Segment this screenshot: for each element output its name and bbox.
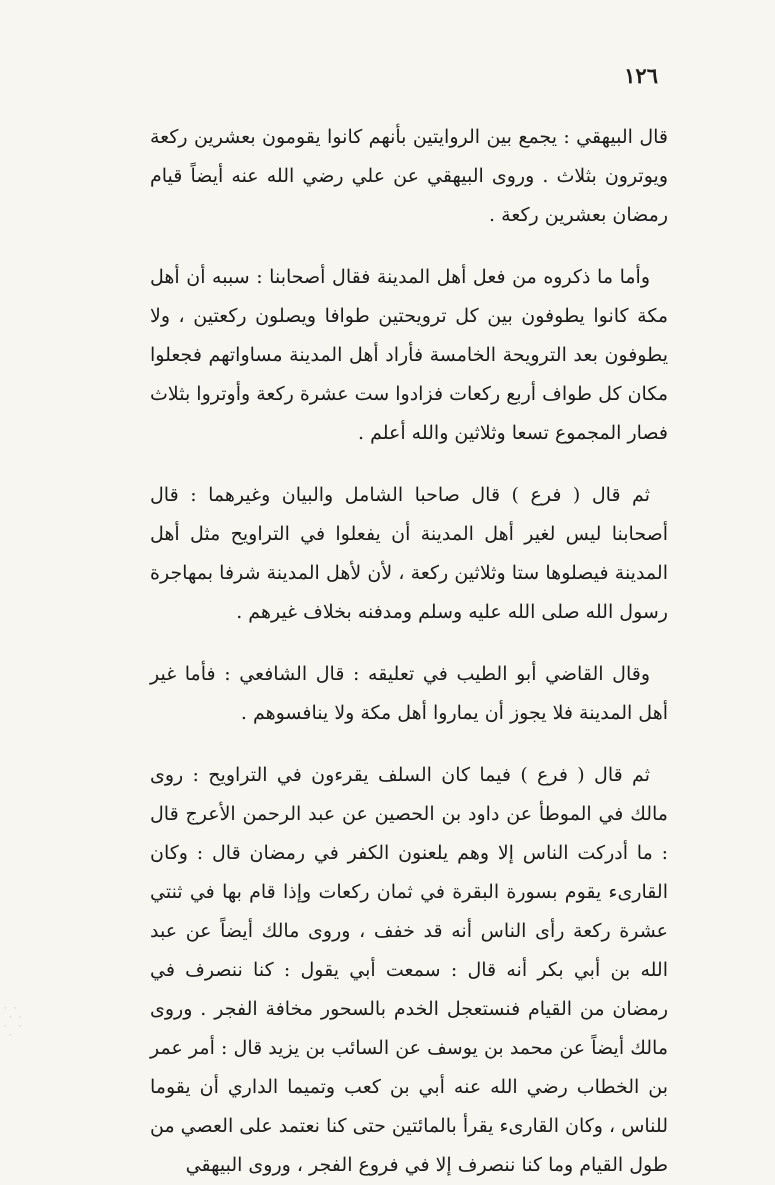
page-number: ١٢٦	[624, 63, 658, 88]
paragraph-branch-salaf-recitation: ثم قال ( فرع ) فيما كان السلف يقرءون في التراويح : روى مالك في الموطأ عن داود بن الحصين عن عبد الرحمن الأعرج قال : ما أدركت الناس إلا وهم يلعنون الكفر في رمضان قال : وكان القارىء يقوم بسورة البقرة في ثمان ركعات وإذا قام بها في ثنتي عشرة ركعة رأى الناس أنه قد خفف ، وروى مالك أيضاً عن عبد الله بن أبي بكر أنه قال : سمعت أبي يقول : كنا ننصرف في رمضان من القيام فنستعجل الخدم بالسحور مخافة الفجر . وروى مالك أيضاً عن محمد بن يوسف عن السائب بن يزيد قال : أمر عمر بن الخطاب رضي الله عنه أبي بن كعب وتميما الداري أن يقوما للناس ، وكان القارىء يقرأ بالمائتين حتى كنا نعتمد على العصي من طول القيام وما كنا ننصرف إلا في فروع الفجر ، وروى البيهقي	[150, 764, 669, 1176]
paragraph-branch-non-medina: ثم قال ( فرع ) قال صاحبا الشامل والبيان وغيرهما : قال أصحابنا ليس لغير أهل المدينة أن يفعلوا في التراويح مثل أهل المدينة فيصلوها ستا وثلاثين ركعة ، لأن لأهل المدينة شرفا بمهاجرة رسول الله صلى الله عليه وسلم ومدفنه بخلاف غيرهم .	[150, 484, 668, 623]
scan-margin-speckle: · · · · · · ·	[4, 1004, 24, 1041]
paragraph-bayhaqi-reconciliation: قال البيهقي : يجمع بين الروايتين بأنهم كانوا يقومون بعشرين ركعة ويوترون بثلاث . وروى البيهقي عن علي رضي الله عنه أيضاً قيام رمضان بعشرين ركعة .	[150, 126, 668, 226]
body-text	[150, 118, 668, 1185]
paragraph-qadi-abu-tayyib: وقال القاضي أبو الطيب في تعليقه : قال الشافعي : فأما غير أهل المدينة فلا يجوز أن يماروا أهل مكة ولا ينافسوهم .	[150, 663, 668, 724]
paragraph-medina-practice: وأما ما ذكروه من فعل أهل المدينة فقال أصحابنا : سببه أن أهل مكة كانوا يطوفون بين كل ترويحتين طوافا ويصلون ركعتين ، ولا يطوفون بعد الترويحة الخامسة فأراد أهل المدينة مساواتهم فجعلوا مكان كل طواف أربع ركعات فزادوا ست عشرة ركعة وأوتروا بثلاث فصار المجموع تسعا وثلاثين والله أعلم .	[150, 266, 668, 444]
